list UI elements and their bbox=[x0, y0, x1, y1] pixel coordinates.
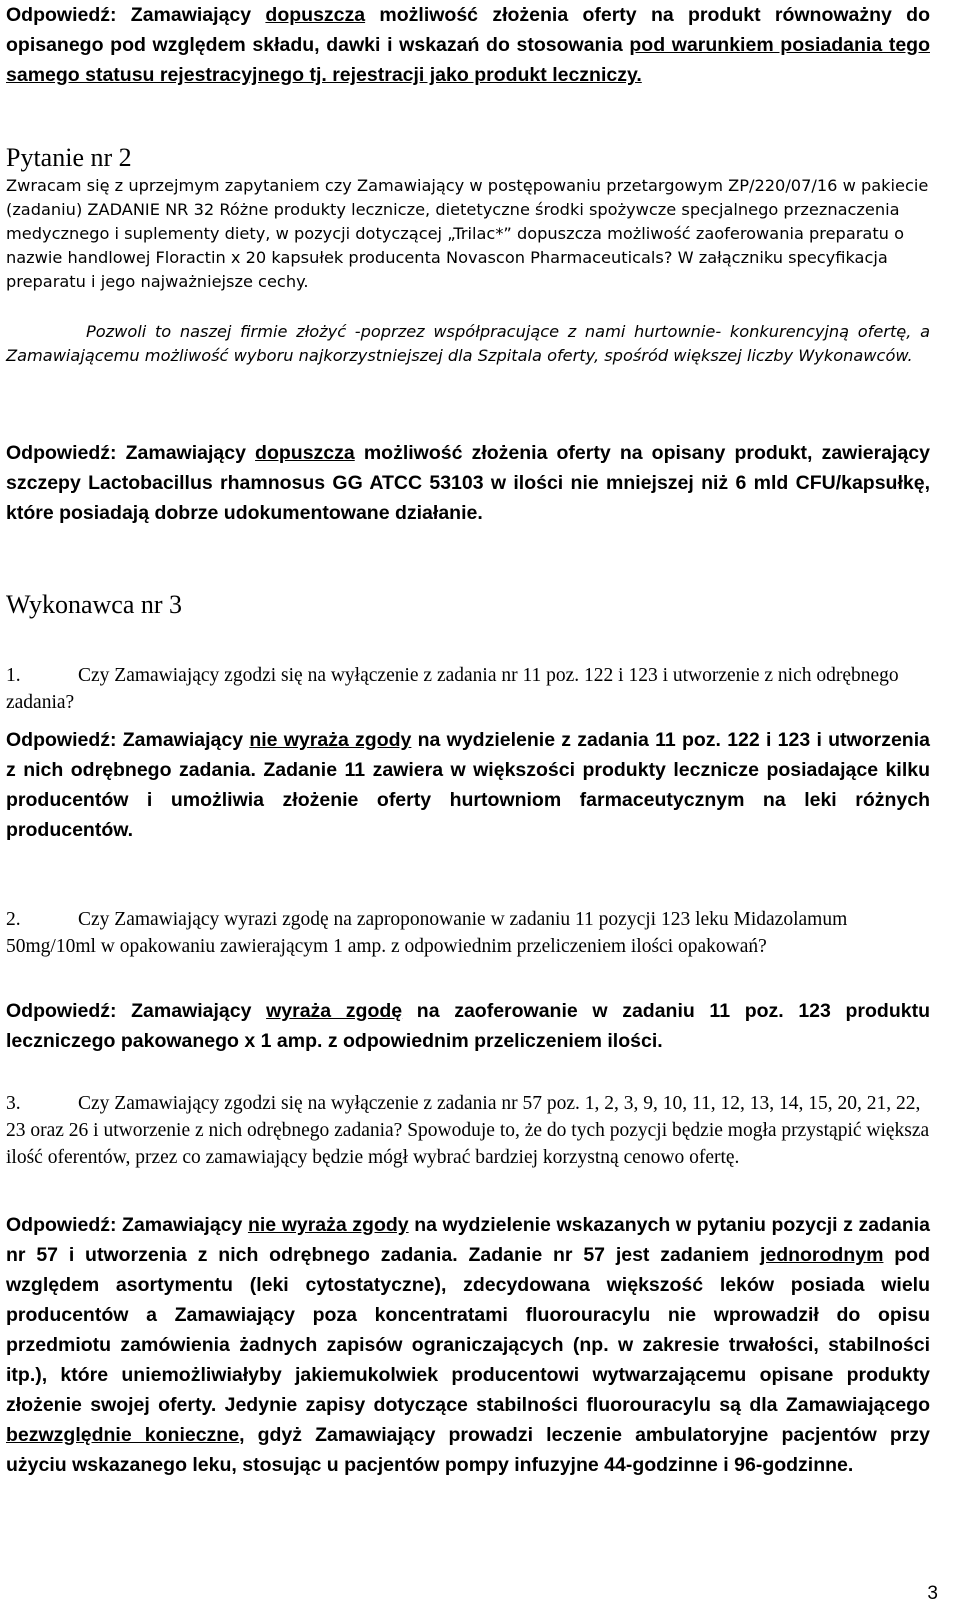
question-text: Czy Zamawiający wyrazi zgodę na zaproponowanie w zadaniu 11 pozycji 123 leku Midazolamum 50mg/10ml w opakowaniu zawierającym 1 amp. z odpowiednim przeliczeniem ilości opakowań? bbox=[6, 909, 848, 957]
question-2-italic: Pozwoli to naszej firmie złożyć -poprzez współpracujące z nami hurtownie- konkurencyjną ofertę, a Zamawiającemu możliwość wyboru najkorzystniejszej dla Szpitala oferty, spośród większej liczby Wykonawców. bbox=[6, 322, 930, 365]
answer-emphasis: jednorodnym bbox=[759, 1244, 884, 1266]
answer-decision: dopuszcza bbox=[255, 442, 355, 464]
answer-text: na zaoferowanie w zadaniu 11 poz. 123 produktu leczniczego pakowanego x 1 amp. z odpowiednim przeliczeniem ilości. bbox=[6, 1000, 930, 1052]
answer-1 bbox=[6, 0, 930, 90]
answer-prefix: Odpowiedź: Zamawiający bbox=[6, 729, 250, 751]
answer-condition: pod warunkiem posiadania tego samego statusu rejestracyjnego tj. rejestracji jako produkt leczniczy. bbox=[6, 34, 930, 86]
question-number: 2. bbox=[6, 909, 21, 930]
question-number: 3. bbox=[6, 1093, 21, 1114]
answer-text: możliwość złożenia oferty na opisany produkt, zawierający szczepy Lactobacillus rhamnosus GG ATCC 53103 w ilości nie mniejszej niż 6 mld CFU/kapsułkę, które posiadają dobrze udokumentowane działanie. bbox=[6, 442, 930, 524]
question-3-3 bbox=[6, 1090, 930, 1171]
question-text: Czy Zamawiający zgodzi się na wyłączenie z zadania nr 11 poz. 122 i 123 i utworzenie z nich odrębnego zadania? bbox=[6, 665, 899, 713]
contractor-3-heading: Wykonawca nr 3 bbox=[6, 590, 183, 619]
question-text: Czy Zamawiający zgodzi się na wyłączenie z zadania nr 57 poz. 1, 2, 3, 9, 10, 11, 12, 13, 14, 15, 20, 21, 22, 23 oraz 26 i utworzenie z nich odrębnego zadania? Spowoduje to, że do tych pozycji będzie mogła przystąpić większa ilość oferentów, przez co zamawiający będzie mógł wybrać bardziej korzystną cenowo ofertę. bbox=[6, 1093, 930, 1168]
answer-prefix: Odpowiedź: Zamawiający bbox=[6, 1000, 267, 1022]
answer-3-2 bbox=[6, 996, 930, 1056]
answer-prefix: Odpowiedź: Zamawiający bbox=[6, 442, 256, 464]
answer-decision: wyraża zgodę bbox=[266, 1000, 403, 1022]
answer-decision: nie wyraża zgody bbox=[249, 729, 412, 751]
answer-text: na wydzielenie wskazanych w pytaniu pozycji z zadania nr 57 i utworzenia z nich odrębnego zadania. Zadanie nr 57 jest zadaniem bbox=[6, 1214, 930, 1266]
answer-3-1 bbox=[6, 725, 930, 845]
page-number: 3 bbox=[927, 1583, 938, 1604]
answer-text: na wydzielenie z zadania 11 poz. 122 i 123 i utworzenia z nich odrębnego zadania. Zadanie 11 zawiera w większości produkty lecznicze posiadające kilku producentów i umożliwia złożenie oferty hurtowniom farmaceutycznym na leki różnych producentów. bbox=[6, 729, 930, 841]
answer-text: , gdyż Zamawiający prowadzi leczenie ambulatoryjne pacjentów przy użyciu wskazanego leku, stosując u pacjentów pompy infuzyjne 44-godzinne i 96-godzinne. bbox=[6, 1424, 930, 1476]
answer-prefix: Odpowiedź: Zamawiający bbox=[6, 4, 266, 26]
answer-decision: nie wyraża zgody bbox=[247, 1214, 409, 1236]
answer-3-3 bbox=[6, 1210, 930, 1480]
answer-text: możliwość złożenia oferty na produkt równoważny do opisanego pod względem składu, dawki i wskazań do stosowania bbox=[6, 4, 930, 56]
question-3-1 bbox=[6, 662, 930, 716]
question-2-heading: Pytanie nr 2 bbox=[6, 143, 132, 172]
answer-emphasis: bezwzględnie konieczne bbox=[6, 1424, 240, 1446]
answer-prefix: Odpowiedź: Zamawiający bbox=[6, 1214, 248, 1236]
question-2-text: Zwracam się z uprzejmym zapytaniem czy Zamawiający w postępowaniu przetargowym ZP/220/07/16 w pakiecie (zadaniu) ZADANIE NR 32 Różne produkty lecznicze, dietetyczne środki spożywcze specjalnego przeznaczenia medycznego i suplementy diety, w pozycji dotyczącej „Trilac*” dopuszcza możliwość zaoferowania preparatu o nazwie handlowej Floractin x 20 kapsułek producenta Novascon Pharmaceuticals? W załączniku specyfikacja preparatu i jego najważniejsze cechy. bbox=[6, 176, 929, 291]
question-number: 1. bbox=[6, 665, 21, 686]
question-3-2 bbox=[6, 906, 930, 960]
answer-2 bbox=[6, 438, 930, 528]
answer-decision: dopuszcza bbox=[265, 4, 366, 26]
answer-text: pod względem asortymentu (leki cytostatyczne), zdecydowana większość leków posiada wielu producentów a Zamawiający poza koncentratami fluorouracylu nie wprowadził do opisu przedmiotu zamówienia żadnych zapisów ograniczających (np. w zakresie trwałości, stabilności itp.), które uniemożliwiałyby jakiemukolwiek producentowi wytwarzającemu opisane produkty złożenie swojej oferty. Jedynie zapisy dotyczące stabilności fluorouracylu są dla Zamawiającego bbox=[6, 1244, 931, 1416]
